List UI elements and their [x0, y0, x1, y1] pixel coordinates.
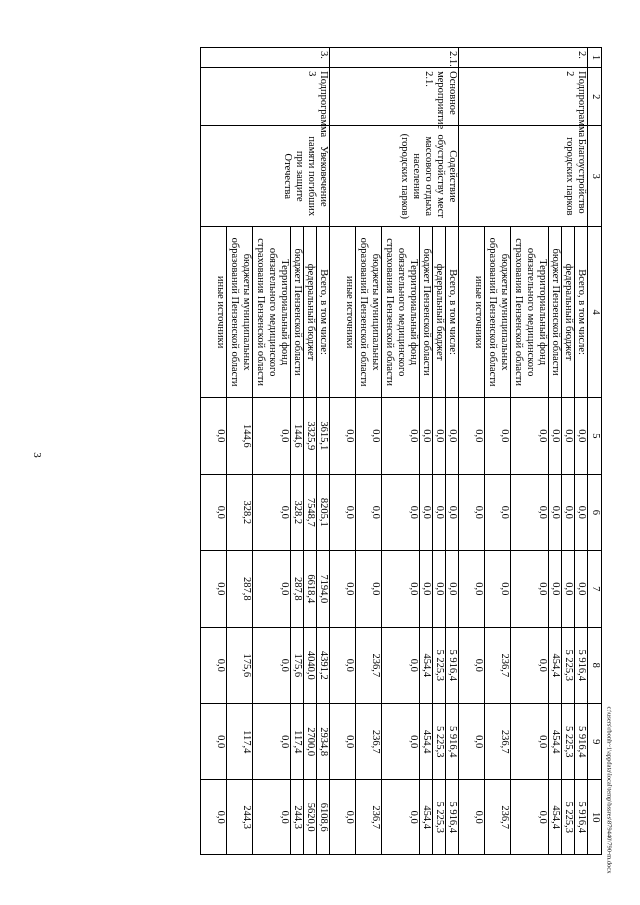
value-cell: 0,0 — [253, 704, 291, 780]
value-cell: 0,0 — [382, 551, 420, 627]
value-cell: 0,0 — [382, 780, 420, 855]
value-cell: 5 225,3 — [433, 780, 446, 855]
source-label-cell: бюджеты муниципальных образований Пензенской области — [227, 227, 253, 398]
value-cell: 0,0 — [485, 551, 511, 627]
value-cell: 5 916,4 — [446, 780, 459, 855]
value-cell: 244,3 — [227, 780, 253, 855]
value-cell: 117,4 — [227, 704, 253, 780]
value-cell: 5 225,3 — [433, 704, 446, 780]
value-cell: 0,0 — [459, 704, 485, 780]
value-cell: 236,7 — [485, 627, 511, 703]
value-cell: 7194,0 — [317, 551, 330, 627]
value-cell: 5 916,4 — [446, 704, 459, 780]
value-cell: 0,0 — [253, 474, 291, 550]
value-cell: 0,0 — [201, 704, 227, 780]
value-cell: 5 225,3 — [562, 780, 575, 855]
value-cell: 0,0 — [356, 551, 382, 627]
value-cell: 0,0 — [511, 474, 549, 550]
name-cell: Содействие обустройству мест массового отдыха населения (городских парков) — [330, 126, 459, 227]
value-cell: 0,0 — [459, 780, 485, 855]
value-cell: 0,0 — [253, 627, 291, 703]
value-cell: 0,0 — [511, 627, 549, 703]
value-cell: 5620,0 — [304, 780, 317, 855]
value-cell: 175,6 — [227, 627, 253, 703]
value-cell: 0,0 — [356, 474, 382, 550]
value-cell: 0,0 — [356, 398, 382, 474]
source-label-cell: иные источники — [201, 227, 227, 398]
value-cell: 3325,9 — [304, 398, 317, 474]
row-number-cell: 3. — [201, 48, 330, 68]
value-cell: 7548,7 — [304, 474, 317, 550]
row-number-cell: 2. — [459, 48, 588, 68]
value-cell: 0,0 — [446, 474, 459, 550]
value-cell: 454,4 — [549, 627, 562, 703]
value-cell: 3615,1 — [317, 398, 330, 474]
value-cell: 0,0 — [459, 627, 485, 703]
value-cell: 0,0 — [330, 474, 356, 550]
value-cell: 0,0 — [330, 627, 356, 703]
value-cell: 454,4 — [420, 780, 433, 855]
value-cell: 5 225,3 — [562, 704, 575, 780]
table-row — [575, 48, 588, 855]
value-cell: 0,0 — [420, 398, 433, 474]
value-cell: 328,2 — [291, 474, 304, 550]
value-cell: 454,4 — [420, 704, 433, 780]
program-cell: Подпрограмма 2 — [459, 68, 588, 126]
value-cell: 5 916,4 — [446, 627, 459, 703]
value-cell: 0,0 — [562, 398, 575, 474]
value-cell: 0,0 — [459, 474, 485, 550]
value-cell: 236,7 — [485, 780, 511, 855]
value-cell: 0,0 — [562, 551, 575, 627]
table-row — [317, 48, 330, 855]
value-cell: 4040,0 — [304, 627, 317, 703]
source-label-cell: Всего, в том числе: — [446, 227, 459, 398]
page-number: 3 — [31, 452, 43, 458]
value-cell: 0,0 — [575, 474, 588, 550]
value-cell: 244,3 — [291, 780, 304, 855]
value-cell: 0,0 — [330, 704, 356, 780]
value-cell: 236,7 — [485, 704, 511, 780]
value-cell: 0,0 — [562, 474, 575, 550]
header-row — [588, 48, 602, 855]
program-cell: Основное мероприятие 2.1. — [330, 68, 459, 126]
source-label-cell: федеральный бюджет — [433, 227, 446, 398]
value-cell: 0,0 — [201, 551, 227, 627]
value-cell: 0,0 — [433, 551, 446, 627]
value-cell: 0,0 — [549, 474, 562, 550]
value-cell: 6618,4 — [304, 551, 317, 627]
value-cell: 0,0 — [201, 398, 227, 474]
value-cell: 236,7 — [356, 780, 382, 855]
row-number-cell: 2.1. — [330, 48, 459, 68]
source-label-cell: Территориальный фонд обязательного медицинского страхования Пензенской области — [511, 227, 549, 398]
value-cell: 5 225,3 — [562, 627, 575, 703]
value-cell: 117,4 — [291, 704, 304, 780]
source-label-cell: бюджеты муниципальных образований Пензенской области — [356, 227, 382, 398]
financing-table — [200, 47, 602, 855]
value-cell: 6108,6 — [317, 780, 330, 855]
header-cell: 8 — [588, 627, 602, 703]
value-cell: 0,0 — [382, 627, 420, 703]
source-label-cell: бюджет Пензенской области — [291, 227, 304, 398]
program-cell: Подпрограмма 3 — [201, 68, 330, 126]
source-label-cell: Всего, в том числе: — [575, 227, 588, 398]
value-cell: 0,0 — [459, 398, 485, 474]
value-cell: 287,8 — [291, 551, 304, 627]
footer-file-path: c:\users\rbonh~1\appdata\local\temp\bssres\879440\790-m.docx — [605, 706, 613, 874]
value-cell: 236,7 — [356, 704, 382, 780]
value-cell: 0,0 — [201, 627, 227, 703]
value-cell: 0,0 — [433, 474, 446, 550]
header-cell: 1 — [588, 48, 602, 68]
value-cell: 0,0 — [485, 474, 511, 550]
value-cell: 0,0 — [575, 398, 588, 474]
value-cell: 0,0 — [253, 780, 291, 855]
value-cell: 454,4 — [549, 780, 562, 855]
value-cell: 0,0 — [511, 780, 549, 855]
value-cell: 0,0 — [511, 398, 549, 474]
value-cell: 0,0 — [549, 398, 562, 474]
source-label-cell: Всего, в том числе: — [317, 227, 330, 398]
value-cell: 328,2 — [227, 474, 253, 550]
value-cell: 0,0 — [330, 551, 356, 627]
value-cell: 0,0 — [253, 551, 291, 627]
value-cell: 454,4 — [420, 627, 433, 703]
value-cell: 287,8 — [227, 551, 253, 627]
source-label-cell: бюджет Пензенской области — [420, 227, 433, 398]
value-cell: 175,6 — [291, 627, 304, 703]
header-cell: 3 — [588, 126, 602, 227]
value-cell: 0,0 — [575, 551, 588, 627]
value-cell: 0,0 — [459, 551, 485, 627]
value-cell: 0,0 — [446, 551, 459, 627]
value-cell: 454,4 — [549, 704, 562, 780]
value-cell: 5 916,4 — [575, 627, 588, 703]
value-cell: 0,0 — [330, 398, 356, 474]
value-cell: 0,0 — [549, 551, 562, 627]
value-cell: 0,0 — [485, 398, 511, 474]
value-cell: 0,0 — [382, 704, 420, 780]
header-cell: 5 — [588, 398, 602, 474]
value-cell: 144,6 — [227, 398, 253, 474]
source-label-cell: бюджет Пензенской области — [549, 227, 562, 398]
value-cell: 0,0 — [446, 398, 459, 474]
source-label-cell: федеральный бюджет — [304, 227, 317, 398]
value-cell: 2934,8 — [317, 704, 330, 780]
header-cell: 2 — [588, 68, 602, 126]
value-cell: 0,0 — [511, 551, 549, 627]
value-cell: 0,0 — [201, 780, 227, 855]
value-cell: 0,0 — [330, 780, 356, 855]
header-cell: 4 — [588, 227, 602, 398]
source-label-cell: иные источники — [459, 227, 485, 398]
name-cell: Увековечение памяти погибших при защите Отечества — [201, 126, 330, 227]
value-cell: 5 916,4 — [575, 780, 588, 855]
value-cell: 0,0 — [433, 398, 446, 474]
value-cell: 0,0 — [382, 398, 420, 474]
value-cell: 0,0 — [382, 474, 420, 550]
value-cell: 0,0 — [420, 551, 433, 627]
source-label-cell: иные источники — [330, 227, 356, 398]
source-label-cell: федеральный бюджет — [562, 227, 575, 398]
value-cell: 0,0 — [420, 474, 433, 550]
header-cell: 7 — [588, 551, 602, 627]
value-cell: 4391,2 — [317, 627, 330, 703]
header-cell: 9 — [588, 704, 602, 780]
source-label-cell: Территориальный фонд обязательного медицинского страхования Пензенской области — [382, 227, 420, 398]
value-cell: 2700,0 — [304, 704, 317, 780]
value-cell: 5 916,4 — [575, 704, 588, 780]
header-cell: 10 — [588, 780, 602, 855]
value-cell: 8205,1 — [317, 474, 330, 550]
value-cell: 5 225,3 — [433, 627, 446, 703]
source-label-cell: Территориальный фонд обязательного медицинского страхования Пензенской области — [253, 227, 291, 398]
value-cell: 236,7 — [356, 627, 382, 703]
value-cell: 0,0 — [253, 398, 291, 474]
table-row — [446, 48, 459, 855]
value-cell: 144,6 — [291, 398, 304, 474]
header-cell: 6 — [588, 474, 602, 550]
source-label-cell: бюджеты муниципальных образований Пензенской области — [485, 227, 511, 398]
value-cell: 0,0 — [511, 704, 549, 780]
value-cell: 0,0 — [201, 474, 227, 550]
name-cell: Благоустройство городских парков — [459, 126, 588, 227]
